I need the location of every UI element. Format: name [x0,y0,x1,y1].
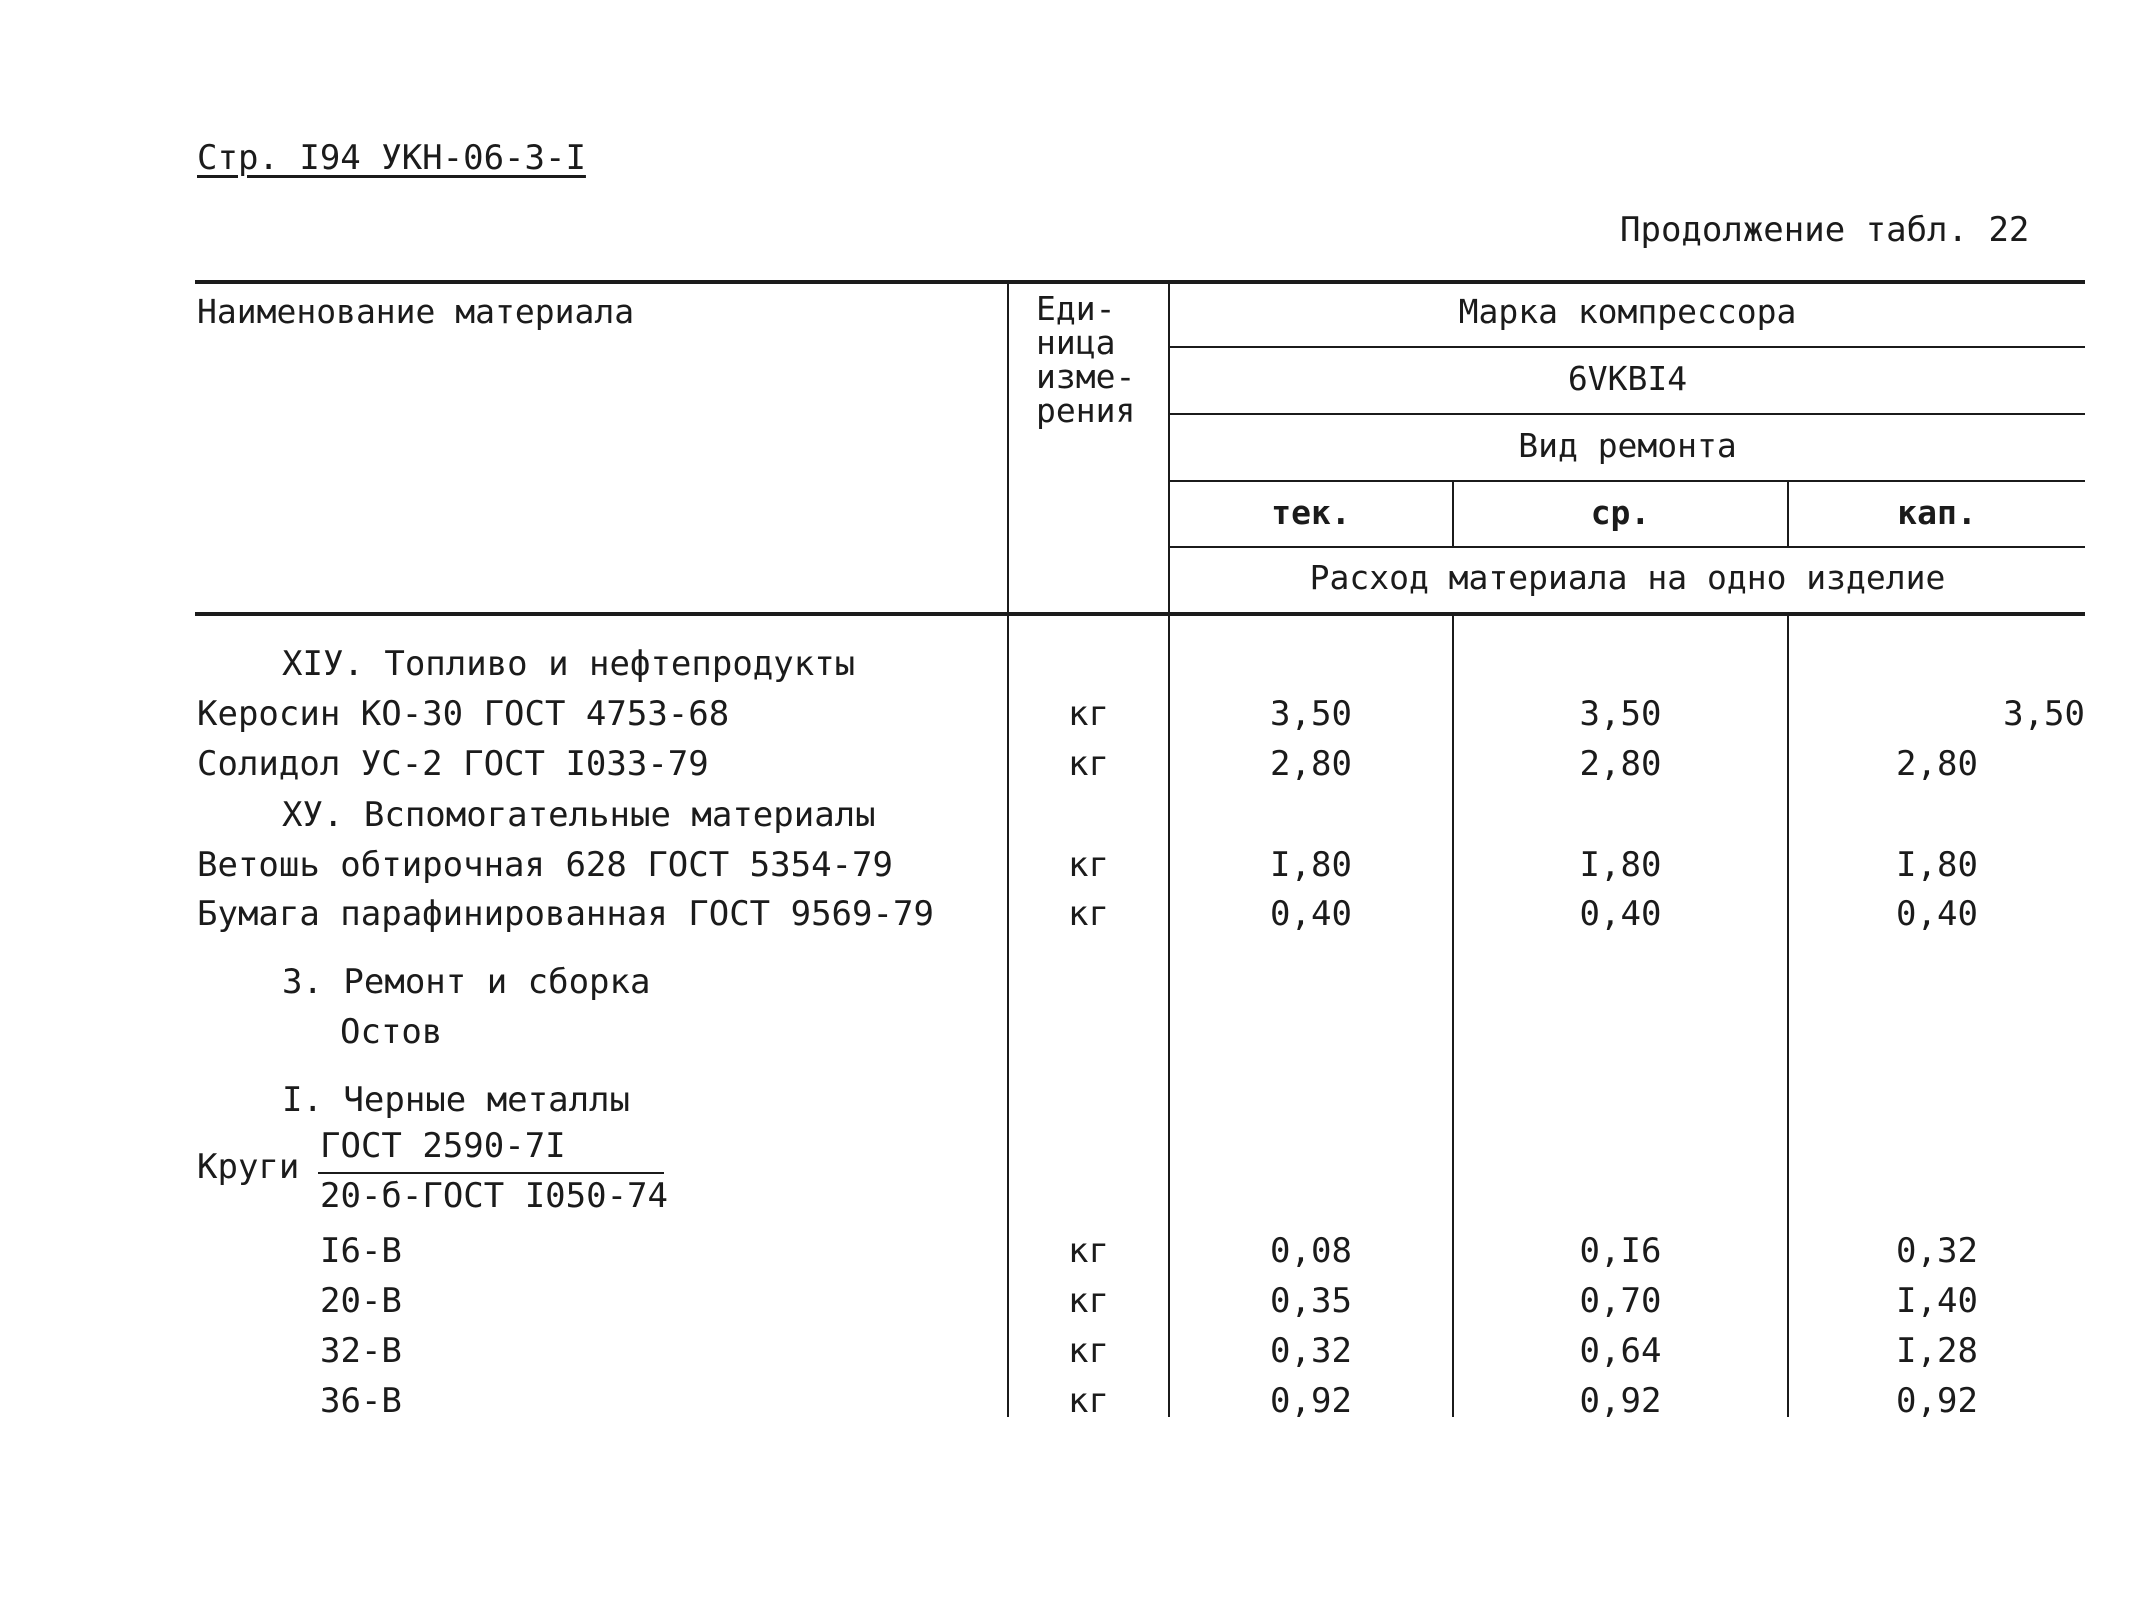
unit: кг [1068,694,1109,734]
table-row [0,1331,2138,1381]
value-tek: 0,40 [1270,894,1352,934]
unit: кг [1068,1231,1109,1271]
value-kap: 0,92 [1896,1381,1978,1421]
value-sr: 0,64 [1579,1331,1662,1371]
material-name: Керосин КО-30 ГОСТ 4753-68 [197,694,730,734]
value-tek: 0,35 [1270,1281,1352,1321]
circles-label: Круги [197,1147,300,1187]
header-unit-line-1: Еди- [1036,289,1116,328]
value-sr: 0,40 [1579,894,1662,934]
material-name: Солидол УС-2 ГОСТ I033-79 [197,744,709,784]
header-unit-line-2: ница [1036,323,1116,362]
header-consumption: Расход материала на одно изделие [1309,558,1946,597]
types-rule [1170,480,2085,482]
value-tek: 0,08 [1270,1231,1352,1271]
header-bottom-rule [195,612,2085,616]
unit: кг [1068,1381,1109,1421]
value-sr: 0,I6 [1579,1231,1662,1271]
header-material-name: Наименование материала [197,292,635,331]
section-heading-auxiliary: XУ. Вспомогательные материалы [282,795,876,835]
value-kap: 2,80 [1896,744,1978,784]
value-kap: I,40 [1896,1281,1978,1321]
material-name: 20-В [320,1281,402,1321]
value-kap: I,80 [1896,845,1978,885]
header-repair-sr: ср. [1590,493,1651,532]
table-row [0,1231,2138,1281]
table-row [0,744,2138,794]
consumption-rule [1170,546,2085,548]
value-tek: 2,80 [1270,744,1352,784]
header-repair-title: Вид ремонта [1518,426,1737,465]
circles-standard-denominator: 20-б-ГОСТ I050-74 [320,1176,668,1216]
header-repair-tek: тек. [1271,493,1351,532]
value-sr: 3,50 [1579,694,1662,734]
value-kap: 0,40 [1896,894,1978,934]
table-top-rule [195,280,2085,284]
material-name: Бумага парафинированная ГОСТ 9569-79 [197,894,934,934]
header-brand: 6VKBI4 [1567,359,1688,398]
unit: кг [1068,1281,1109,1321]
header-repair-kap: кап. [1897,493,1977,532]
section-heading-fuel: XIУ. Топливо и нефтепродукты [282,644,856,684]
value-tek: 0,32 [1270,1331,1352,1371]
value-sr: I,80 [1579,845,1662,885]
value-sr: 0,92 [1579,1381,1662,1421]
circles-standard-numerator: ГОСТ 2590-7I [320,1126,566,1166]
brand-rule [1170,346,2085,348]
value-tek: I,80 [1270,845,1352,885]
table-row [0,894,2138,944]
fraction-line [318,1172,664,1174]
value-sr: 0,70 [1579,1281,1662,1321]
unit: кг [1068,845,1109,885]
unit: кг [1068,1331,1109,1371]
unit: кг [1068,744,1109,784]
material-name: 32-В [320,1331,402,1371]
material-name: 36-В [320,1381,402,1421]
section-heading-repair: 3. Ремонт и сборка [282,962,651,1002]
header-unit-line-3: изме- [1036,357,1136,396]
material-name: I6-В [320,1231,402,1271]
repair-rule [1170,413,2085,415]
table-row [0,694,2138,744]
value-kap: 3,50 [2003,694,2085,734]
value-kap: I,28 [1896,1331,1978,1371]
section-heading-ferrous: I. Черные металлы [282,1080,630,1120]
value-sr: 2,80 [1579,744,1662,784]
table-row [0,845,2138,895]
header-brand-title: Марка компрессора [1458,292,1797,331]
section-subheading-frame: Остов [340,1012,443,1052]
value-tek: 0,92 [1270,1381,1352,1421]
unit: кг [1068,894,1109,934]
value-kap: 0,32 [1896,1231,1978,1271]
table-row [0,1281,2138,1331]
material-name: Ветошь обтирочная 628 ГОСТ 5354-79 [197,845,893,885]
value-tek: 3,50 [1270,694,1352,734]
table-row [0,1381,2138,1431]
header-unit-line-4: рения [1036,391,1136,430]
page-reference: Стр. I94 УКН-06-3-I [197,138,586,178]
table-continuation-caption: Продолжение табл. 22 [1620,210,2030,250]
